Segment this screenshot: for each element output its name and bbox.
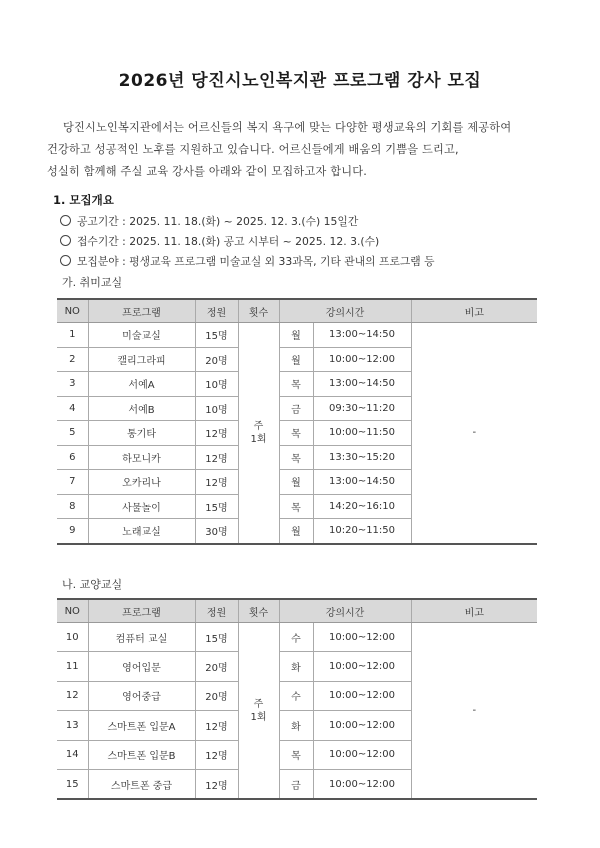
- colon: :: [118, 235, 130, 248]
- cell-capacity: 20명: [195, 652, 238, 681]
- cell-time: 10:00~12:00: [313, 347, 411, 372]
- cell-capacity: 12명: [195, 445, 238, 470]
- cell-capacity: 15명: [195, 323, 238, 348]
- intro-paragraph: [47, 117, 552, 183]
- circle-bullet-icon: [60, 215, 71, 226]
- cell-capacity: 10명: [195, 372, 238, 397]
- hobby-class-heading: 가. 취미교실: [62, 276, 123, 289]
- cell-day: 월: [279, 519, 313, 544]
- cell-no: 9: [57, 519, 88, 544]
- cell-day: 목: [279, 372, 313, 397]
- intro-line: 당진시노인복지관에서는 어르신들의 복지 욕구에 맞는 다양한 평생교육의 기회를 제공하여: [63, 121, 512, 134]
- cell-day: 금: [279, 769, 313, 799]
- overview-label: 공고기간: [77, 215, 119, 228]
- cell-day: 목: [279, 421, 313, 446]
- cell-time: 10:00~12:00: [313, 740, 411, 769]
- cell-time: 14:20~16:10: [313, 494, 411, 519]
- table-header-row: [57, 599, 537, 623]
- col-header-frequency: 횟수: [238, 299, 279, 323]
- cell-day: 목: [279, 740, 313, 769]
- frequency-line: 1회: [250, 711, 267, 723]
- colon: :: [118, 215, 130, 228]
- cell-no: 13: [57, 711, 88, 740]
- table-row: [57, 323, 537, 348]
- cell-no: 10: [57, 623, 88, 652]
- cell-program: 서예A: [88, 372, 195, 397]
- col-header-capacity: 정원: [195, 299, 238, 323]
- cell-no: 2: [57, 347, 88, 372]
- cell-time: 10:00~12:00: [313, 711, 411, 740]
- cell-day: 화: [279, 711, 313, 740]
- cell-day: 금: [279, 396, 313, 421]
- cell-capacity: 12명: [195, 421, 238, 446]
- col-header-capacity: 정원: [195, 599, 238, 623]
- cell-time: 10:00~12:00: [313, 769, 411, 799]
- cell-capacity: 20명: [195, 681, 238, 710]
- cell-capacity: 20명: [195, 347, 238, 372]
- overview-value: 평생교육 프로그램 미술교실 외 33과목, 기타 관내의 프로그램 등: [129, 255, 435, 268]
- intro-line: 건강하고 성공적인 노후를 지원하고 있습니다. 어르신들에게 배움의 기쁨을 드리고,: [47, 143, 459, 156]
- cell-day: 수: [279, 681, 313, 710]
- overview-item-application-period: [60, 232, 435, 252]
- cell-program: 스마트폰 입문A: [88, 711, 195, 740]
- cell-time: 10:00~11:50: [313, 421, 411, 446]
- frequency-line: 1회: [250, 433, 267, 445]
- hobby-class-table: [57, 298, 537, 545]
- overview-label: 모집분야: [77, 255, 119, 268]
- col-header-lecture-time: 강의시간: [279, 599, 411, 623]
- cell-no: 11: [57, 652, 88, 681]
- cell-day: 월: [279, 323, 313, 348]
- cell-capacity: 30명: [195, 519, 238, 544]
- cell-time: 13:00~14:50: [313, 470, 411, 495]
- cell-frequency: [238, 623, 279, 800]
- cell-no: 8: [57, 494, 88, 519]
- colon: :: [118, 255, 130, 268]
- cell-program: 컴퓨터 교실: [88, 623, 195, 652]
- intro-line: 성실히 함께해 주실 교육 강사를 아래와 같이 모집하고자 합니다.: [47, 165, 367, 178]
- liberal-arts-class-table: [57, 598, 537, 800]
- frequency-line: 주: [253, 698, 264, 710]
- cell-capacity: 12명: [195, 470, 238, 495]
- cell-no: 7: [57, 470, 88, 495]
- col-header-no: NO: [57, 299, 88, 323]
- cell-program: 스마트폰 중급: [88, 769, 195, 799]
- cell-time: 13:00~14:50: [313, 323, 411, 348]
- cell-capacity: 12명: [195, 740, 238, 769]
- cell-day: 월: [279, 347, 313, 372]
- cell-day: 목: [279, 445, 313, 470]
- cell-program: 영어입문: [88, 652, 195, 681]
- overview-item-notice-period: [60, 212, 435, 232]
- overview-label: 접수기간: [77, 235, 119, 248]
- frequency-line: 주: [253, 420, 264, 432]
- cell-capacity: 15명: [195, 623, 238, 652]
- table-header-row: [57, 299, 537, 323]
- cell-day: 화: [279, 652, 313, 681]
- cell-program: 미술교실: [88, 323, 195, 348]
- overview-list: [60, 212, 435, 272]
- col-header-lecture-time: 강의시간: [279, 299, 411, 323]
- cell-note: -: [411, 623, 537, 800]
- col-header-note: 비고: [411, 599, 537, 623]
- cell-frequency: [238, 323, 279, 544]
- cell-program: 캘리그라피: [88, 347, 195, 372]
- cell-program: 하모니카: [88, 445, 195, 470]
- cell-capacity: 15명: [195, 494, 238, 519]
- cell-no: 3: [57, 372, 88, 397]
- cell-no: 14: [57, 740, 88, 769]
- col-header-frequency: 횟수: [238, 599, 279, 623]
- col-header-no: NO: [57, 599, 88, 623]
- cell-capacity: 12명: [195, 711, 238, 740]
- cell-no: 6: [57, 445, 88, 470]
- cell-time: 10:00~12:00: [313, 681, 411, 710]
- section-heading: 1. 모집개요: [53, 193, 114, 207]
- overview-item-recruit-field: [60, 252, 435, 272]
- document-title: 2026년 당진시노인복지관 프로그램 강사 모집: [118, 71, 482, 91]
- overview-value: 2025. 11. 18.(화) 공고 시부터 ~ 2025. 12. 3.(수): [129, 235, 380, 248]
- cell-day: 목: [279, 494, 313, 519]
- cell-time: 13:00~14:50: [313, 372, 411, 397]
- cell-time: 13:30~15:20: [313, 445, 411, 470]
- cell-note: -: [411, 323, 537, 544]
- cell-program: 스마트폰 입문B: [88, 740, 195, 769]
- liberal-arts-class-heading: 나. 교양교실: [62, 578, 123, 591]
- cell-no: 5: [57, 421, 88, 446]
- col-header-program: 프로그램: [88, 599, 195, 623]
- cell-capacity: 12명: [195, 769, 238, 799]
- cell-program: 통기타: [88, 421, 195, 446]
- circle-bullet-icon: [60, 255, 71, 266]
- cell-day: 수: [279, 623, 313, 652]
- cell-day: 월: [279, 470, 313, 495]
- col-header-note: 비고: [411, 299, 537, 323]
- cell-no: 4: [57, 396, 88, 421]
- circle-bullet-icon: [60, 235, 71, 246]
- cell-time: 10:20~11:50: [313, 519, 411, 544]
- cell-time: 10:00~12:00: [313, 652, 411, 681]
- cell-no: 15: [57, 769, 88, 799]
- cell-program: 사물놀이: [88, 494, 195, 519]
- cell-program: 오카리나: [88, 470, 195, 495]
- cell-no: 1: [57, 323, 88, 348]
- cell-program: 노래교실: [88, 519, 195, 544]
- cell-no: 12: [57, 681, 88, 710]
- cell-time: 09:30~11:20: [313, 396, 411, 421]
- cell-program: 영어중급: [88, 681, 195, 710]
- cell-capacity: 10명: [195, 396, 238, 421]
- cell-time: 10:00~12:00: [313, 623, 411, 652]
- table-row: [57, 623, 537, 652]
- overview-value: 2025. 11. 18.(화) ~ 2025. 12. 3.(수) 15일간: [129, 215, 359, 228]
- cell-program: 서예B: [88, 396, 195, 421]
- col-header-program: 프로그램: [88, 299, 195, 323]
